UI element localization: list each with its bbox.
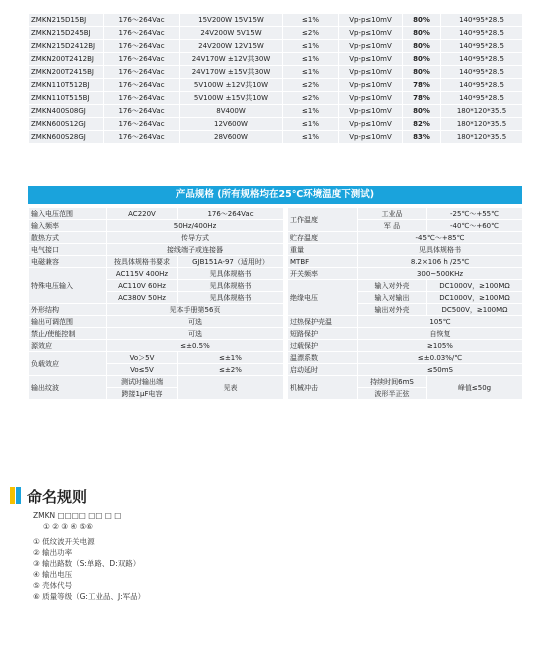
table-cell: 24V170W ±15V共30W bbox=[180, 66, 283, 79]
table-cell: 5V100W ±15V共10W bbox=[180, 92, 283, 105]
table-cell: 140*95*28.5 bbox=[441, 66, 523, 79]
spec-value: 可选 bbox=[107, 316, 284, 328]
accent-bar-blue bbox=[16, 487, 21, 504]
table-row bbox=[288, 364, 523, 376]
spec-value: -25℃～+55℃ bbox=[427, 208, 523, 220]
table-row bbox=[29, 27, 523, 40]
spec-value: 见具体规格书 bbox=[178, 280, 284, 292]
table-row bbox=[29, 376, 284, 388]
table-cell: ≤2% bbox=[283, 92, 339, 105]
spec-value: ≤±2% bbox=[178, 364, 284, 376]
spec-value: AC110V 60Hz bbox=[107, 280, 178, 292]
table-cell: ZMKN215D245BJ bbox=[29, 27, 104, 40]
table-cell: ≤1% bbox=[283, 105, 339, 118]
table-cell: 80% bbox=[403, 40, 441, 53]
spec-value: ≥105% bbox=[358, 340, 523, 352]
table-cell: ≤1% bbox=[283, 53, 339, 66]
table-cell: 24V170W ±12V共30W bbox=[180, 53, 283, 66]
table-row bbox=[29, 131, 523, 144]
naming-item: ④ 输出电压 bbox=[33, 570, 73, 579]
table-cell: ZMKN215D15BJ bbox=[29, 14, 104, 27]
table-cell: 176～264Vac bbox=[104, 40, 180, 53]
table-row bbox=[29, 304, 284, 316]
table-cell: Vp-p≤10mV bbox=[339, 92, 403, 105]
table-cell: ≤2% bbox=[283, 27, 339, 40]
spec-label: 输入电压范围 bbox=[29, 208, 107, 220]
table-row bbox=[288, 376, 523, 388]
spec-value: 峰值≤50g bbox=[427, 376, 523, 400]
spec-banner: 产品规格 (所有规格均在25℃环境温度下测试) bbox=[28, 186, 522, 204]
table-cell: 180*120*35.5 bbox=[441, 118, 523, 131]
table-cell: 8V400W bbox=[180, 105, 283, 118]
spec-value: 见本手册第56页 bbox=[107, 304, 284, 316]
spec-value: 见表 bbox=[178, 376, 284, 400]
table-row bbox=[288, 232, 523, 244]
table-row bbox=[29, 268, 284, 280]
table-cell: ≤1% bbox=[283, 118, 339, 131]
spec-value: AC220V bbox=[107, 208, 178, 220]
spec-value: 波形半正弦 bbox=[358, 388, 427, 400]
spec-label: 源效应 bbox=[29, 340, 107, 352]
spec-label: 特殊电压输入 bbox=[29, 268, 107, 304]
spec-label: 外形结构 bbox=[29, 304, 107, 316]
table-row bbox=[29, 208, 284, 220]
table-cell: ZMKN600S28GJ bbox=[29, 131, 104, 144]
spec-label: 输入频率 bbox=[29, 220, 107, 232]
table-cell: ≤1% bbox=[283, 131, 339, 144]
spec-value: 8.2×106 h /25℃ bbox=[358, 256, 523, 268]
table-cell: ZMKN110T515BJ bbox=[29, 92, 104, 105]
spec-value: 跨接1μF电容 bbox=[107, 388, 178, 400]
spec-value: 可选 bbox=[107, 328, 284, 340]
table-cell: 28V600W bbox=[180, 131, 283, 144]
table-row bbox=[29, 328, 284, 340]
table-cell: 140*95*28.5 bbox=[441, 53, 523, 66]
spec-value: 测试时输出端 bbox=[107, 376, 178, 388]
spec-label: MTBF bbox=[288, 256, 358, 268]
table-cell: 12V600W bbox=[180, 118, 283, 131]
table-row bbox=[29, 118, 523, 131]
table-cell: 180*120*35.5 bbox=[441, 105, 523, 118]
table-cell: Vp-p≤10mV bbox=[339, 14, 403, 27]
spec-value: 军 品 bbox=[358, 220, 427, 232]
table-cell: 176～264Vac bbox=[104, 79, 180, 92]
naming-item: ⑤ 壳体代号 bbox=[33, 581, 73, 590]
spec-value: -45℃～+85℃ bbox=[358, 232, 523, 244]
spec-label: 贮存温度 bbox=[288, 232, 358, 244]
table-row bbox=[29, 66, 523, 79]
table-cell: 24V200W 12V15W bbox=[180, 40, 283, 53]
spec-label: 绝缘电压 bbox=[288, 280, 358, 316]
spec-value: ≤50mS bbox=[358, 364, 523, 376]
spec-label: 过热保护壳温 bbox=[288, 316, 358, 328]
spec-label: 输出纹波 bbox=[29, 376, 107, 400]
spec-label: 电磁兼容 bbox=[29, 256, 107, 268]
spec-value: DC1000V，≥100MΩ bbox=[427, 280, 523, 292]
spec-label: 负载效应 bbox=[29, 352, 107, 376]
table-row bbox=[288, 316, 523, 328]
table-cell: 176～264Vac bbox=[104, 105, 180, 118]
table-row bbox=[29, 352, 284, 364]
naming-item: ① 低纹波开关电源 bbox=[33, 537, 95, 546]
spec-label: 工作温度 bbox=[288, 208, 358, 232]
spec-label: 输出可调范围 bbox=[29, 316, 107, 328]
spec-value: 持续时间6mS bbox=[358, 376, 427, 388]
naming-title-text: 命名规则 bbox=[27, 488, 88, 506]
spec-value: 工业品 bbox=[358, 208, 427, 220]
table-cell: ≤2% bbox=[283, 79, 339, 92]
table-cell: Vp-p≤10mV bbox=[339, 105, 403, 118]
table-row bbox=[29, 256, 284, 268]
table-cell: 176～264Vac bbox=[104, 14, 180, 27]
spec-value: AC115V 400Hz bbox=[107, 268, 178, 280]
table-cell: 176～264Vac bbox=[104, 66, 180, 79]
table-row bbox=[29, 244, 284, 256]
spec-value: 传导方式 bbox=[107, 232, 284, 244]
table-cell: ≤1% bbox=[283, 40, 339, 53]
spec-value: 50Hz/400Hz bbox=[107, 220, 284, 232]
table-cell: 80% bbox=[403, 53, 441, 66]
table-row bbox=[29, 14, 523, 27]
spec-value: 300~500KHz bbox=[358, 268, 523, 280]
table-row bbox=[29, 340, 284, 352]
table-cell: 5V100W ±12V共10W bbox=[180, 79, 283, 92]
spec-label: 散热方式 bbox=[29, 232, 107, 244]
table-row bbox=[29, 232, 284, 244]
table-cell: 176～264Vac bbox=[104, 92, 180, 105]
table-cell: 140*95*28.5 bbox=[441, 92, 523, 105]
spec-value: ≤±1% bbox=[178, 352, 284, 364]
table-cell: ZMKN600S12GJ bbox=[29, 118, 104, 131]
table-cell: 78% bbox=[403, 79, 441, 92]
table-cell: 80% bbox=[403, 66, 441, 79]
naming-item: ② 输出功率 bbox=[33, 548, 73, 557]
table-cell: 176～264Vac bbox=[104, 118, 180, 131]
table-row bbox=[29, 79, 523, 92]
table-row bbox=[29, 92, 523, 105]
spec-label: 温漂系数 bbox=[288, 352, 358, 364]
spec-value: Vo≤5V bbox=[107, 364, 178, 376]
spec-label: 重量 bbox=[288, 244, 358, 256]
table-cell: 140*95*28.5 bbox=[441, 27, 523, 40]
spec-value: DC1000V，≥100MΩ bbox=[427, 292, 523, 304]
spec-value: AC380V 50Hz bbox=[107, 292, 178, 304]
spec-label: 短路保护 bbox=[288, 328, 358, 340]
table-row bbox=[29, 316, 284, 328]
table-cell: 83% bbox=[403, 131, 441, 144]
spec-label: 过载保护 bbox=[288, 340, 358, 352]
table-cell: ZMKN110T512BJ bbox=[29, 79, 104, 92]
spec-label: 电气接口 bbox=[29, 244, 107, 256]
spec-table-left bbox=[28, 207, 284, 400]
naming-item: ⑥ 质量等级（G:工业品、J:军品） bbox=[33, 592, 146, 601]
table-cell: Vp-p≤10mV bbox=[339, 53, 403, 66]
table-row bbox=[288, 256, 523, 268]
table-cell: Vp-p≤10mV bbox=[339, 79, 403, 92]
table-cell: 176～264Vac bbox=[104, 131, 180, 144]
table-cell: 176～264Vac bbox=[104, 27, 180, 40]
table-cell: 82% bbox=[403, 118, 441, 131]
spec-value: 见具体规格书 bbox=[178, 292, 284, 304]
spec-label: 开关频率 bbox=[288, 268, 358, 280]
accent-bar-yellow bbox=[10, 487, 15, 504]
spec-label: 禁止/使能控制 bbox=[29, 328, 107, 340]
table-row bbox=[288, 328, 523, 340]
spec-value: 输出对外壳 bbox=[358, 304, 427, 316]
table-row bbox=[29, 220, 284, 232]
spec-value: -40℃～+60℃ bbox=[427, 220, 523, 232]
table-cell: 15V200W 15V15W bbox=[180, 14, 283, 27]
spec-value: 见具体规格书 bbox=[358, 244, 523, 256]
table-cell: ≤1% bbox=[283, 66, 339, 79]
spec-table-right bbox=[287, 207, 523, 400]
table-cell: 140*95*28.5 bbox=[441, 40, 523, 53]
naming-code: ZMKN □□□□ □□ □ □ bbox=[33, 511, 122, 520]
spec-label: 启动延时 bbox=[288, 364, 358, 376]
spec-value: 输入对输出 bbox=[358, 292, 427, 304]
table-cell: 24V200W 5V15W bbox=[180, 27, 283, 40]
model-table-body bbox=[29, 14, 523, 144]
spec-value: 输入对外壳 bbox=[358, 280, 427, 292]
spec-value: GJB151A-97（适用时） bbox=[178, 256, 284, 268]
spec-value: ≤±0.03%/℃ bbox=[358, 352, 523, 364]
naming-code-numbers: ① ② ③ ④ ⑤⑥ bbox=[43, 522, 93, 531]
spec-value: 105℃ bbox=[358, 316, 523, 328]
table-row bbox=[288, 352, 523, 364]
table-cell: 140*95*28.5 bbox=[441, 79, 523, 92]
table-cell: 180*120*35.5 bbox=[441, 131, 523, 144]
table-row bbox=[29, 105, 523, 118]
spec-value: 自恢复 bbox=[358, 328, 523, 340]
table-cell: 78% bbox=[403, 92, 441, 105]
spec-value: ≤±0.5% bbox=[107, 340, 284, 352]
table-cell: ZMKN200T2415BJ bbox=[29, 66, 104, 79]
spec-value: 见具体规格书 bbox=[178, 268, 284, 280]
table-cell: Vp-p≤10mV bbox=[339, 40, 403, 53]
table-cell: 80% bbox=[403, 14, 441, 27]
spec-label: 机械冲击 bbox=[288, 376, 358, 400]
table-cell: 140*95*28.5 bbox=[441, 14, 523, 27]
table-cell: ≤1% bbox=[283, 14, 339, 27]
table-row bbox=[29, 40, 523, 53]
table-row bbox=[288, 340, 523, 352]
table-cell: ZMKN200T2412BJ bbox=[29, 53, 104, 66]
table-row bbox=[288, 280, 523, 292]
model-table bbox=[28, 13, 523, 144]
table-cell: 176～264Vac bbox=[104, 53, 180, 66]
table-cell: ZMKN400S08GJ bbox=[29, 105, 104, 118]
naming-item: ③ 输出路数（S:单路、D:双路） bbox=[33, 559, 141, 568]
spec-value: Vo＞5V bbox=[107, 352, 178, 364]
table-cell: Vp-p≤10mV bbox=[339, 131, 403, 144]
table-cell: 80% bbox=[403, 27, 441, 40]
table-row bbox=[288, 208, 523, 220]
table-row bbox=[288, 268, 523, 280]
table-row bbox=[29, 53, 523, 66]
table-row bbox=[288, 244, 523, 256]
table-cell: Vp-p≤10mV bbox=[339, 118, 403, 131]
spec-value: DC500V，≥100MΩ bbox=[427, 304, 523, 316]
spec-value: 接线端子或连接器 bbox=[107, 244, 284, 256]
table-cell: ZMKN215D2412BJ bbox=[29, 40, 104, 53]
spec-value: 按具体规格书要求 bbox=[107, 256, 178, 268]
table-cell: 80% bbox=[403, 105, 441, 118]
spec-value: 176～264Vac bbox=[178, 208, 284, 220]
table-cell: Vp-p≤10mV bbox=[339, 66, 403, 79]
table-cell: Vp-p≤10mV bbox=[339, 27, 403, 40]
